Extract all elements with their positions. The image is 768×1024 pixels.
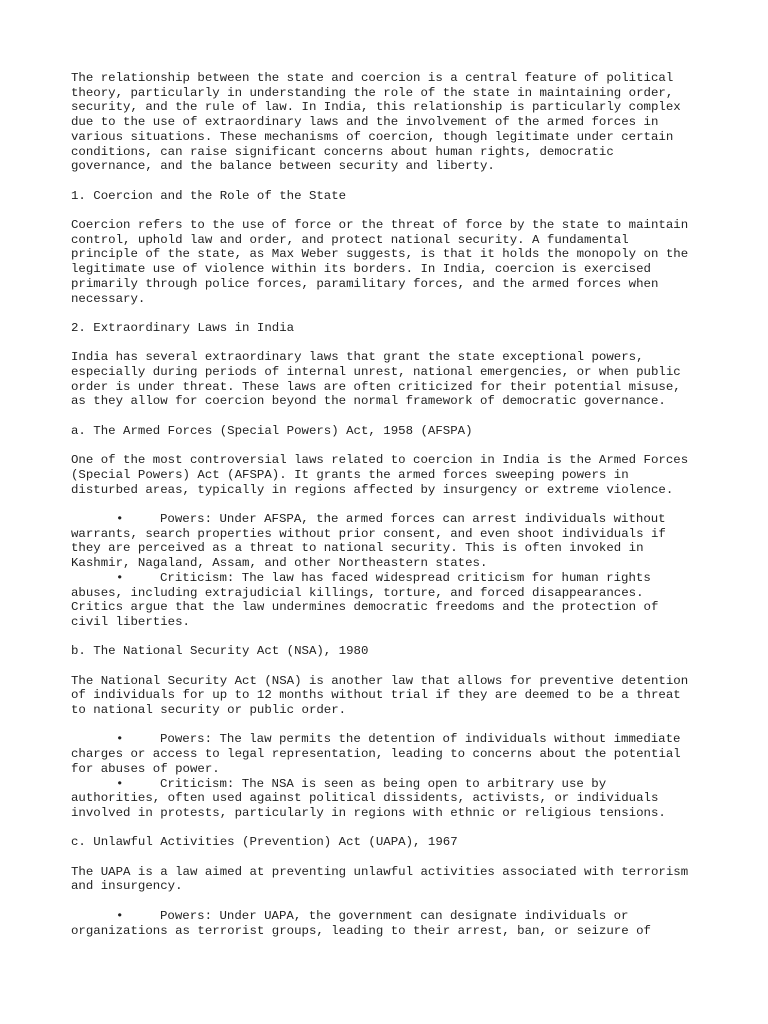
bullet-icon: •	[116, 732, 124, 747]
nsa-heading: b. The National Security Act (NSA), 1980	[71, 644, 369, 659]
afspa-powers-text: Powers: Under AFSPA, the armed forces can arrest individuals without warrants, search properties without prior consent, and even shoot individuals if they are perceived as a threat to national security. This is often invoked in Kashmir, Nagaland, Assam, and other Northeastern states.	[71, 511, 666, 571]
section-2-heading: 2. Extraordinary Laws in India	[71, 320, 295, 335]
list-item	[71, 512, 711, 571]
afspa-bullet-list	[71, 512, 711, 630]
bullet-icon: •	[116, 511, 124, 526]
nsa-criticism-text: Criticism: The NSA is seen as being open to arbitrary use by authorities, often used against political dissidents, activists, or individuals involved in protests, particularly in regions with ethnic or religious tensions.	[71, 776, 666, 820]
list-item	[71, 571, 711, 630]
afspa-criticism-text: Criticism: The law has faced widespread criticism for human rights abuses, including extrajudicial killings, torture, and forced disappearances. Critics argue that the law undermines democratic freedoms and the protection of civil liberties.	[71, 570, 659, 629]
nsa-paragraph: The National Security Act (NSA) is another law that allows for preventive detention of individuals for up to 12 months without trial if they are deemed to be a threat to national security or public order.	[71, 673, 689, 718]
bullet-icon: •	[116, 570, 124, 585]
section-1-paragraph: Coercion refers to the use of force or the threat of force by the state to maintain control, uphold law and order, and protect national security. A fundamental principle of the state, as Max Weber suggests, is that it holds the monopoly on the legitimate use of violence within its borders. In India, coercion is exercised primarily through police forces, paramilitary forces, and the armed forces when necessary.	[71, 218, 689, 306]
uapa-bullet-list	[71, 909, 711, 938]
section-2-paragraph: India has several extraordinary laws that grant the state exceptional powers, especially during periods of internal unrest, national emergencies, or when public order is under threat. These laws are often criticized for their potential misuse, as they allow for coercion beyond the normal framework of democratic governance.	[71, 350, 681, 409]
bullet-icon: •	[116, 908, 124, 923]
uapa-paragraph: The UAPA is a law aimed at preventing unlawful activities associated with terrorism and insurgency.	[71, 864, 689, 894]
intro-paragraph: The relationship between the state and coercion is a central feature of political theory, particularly in understanding the role of the state in maintaining order, security, and the rule of law. In India, this relationship is particularly complex due to the use of extraordinary laws and the involvement of the armed forces in various situations. These mechanisms of coercion, though legitimate under certain conditions, can raise significant concerns about human rights, democratic governance, and the balance between security and liberty.	[71, 71, 681, 174]
list-item	[71, 777, 711, 821]
list-item	[71, 909, 711, 938]
list-item	[71, 732, 711, 776]
afspa-paragraph: One of the most controversial laws related to coercion in India is the Armed Forces (Special Powers) Act (AFSPA). It grants the armed forces sweeping powers in disturbed areas, typically in regions affected by insurgency or extreme violence.	[71, 453, 689, 497]
document-body	[71, 71, 711, 953]
bullet-icon: •	[116, 776, 124, 791]
section-1-heading: 1. Coercion and the Role of the State	[71, 188, 347, 203]
nsa-powers-text: Powers: The law permits the detention of individuals without immediate charges or access to legal representation, leading to concerns about the potential for abuses of power.	[71, 732, 681, 776]
nsa-bullet-list	[71, 732, 711, 820]
uapa-powers-text: Powers: Under UAPA, the government can designate individuals or organizations as terrorist groups, leading to their arrest, ban, or seizure of	[71, 908, 651, 938]
afspa-heading: a. The Armed Forces (Special Powers) Act, 1958 (AFSPA)	[71, 423, 473, 438]
uapa-heading: c. Unlawful Activities (Prevention) Act (UAPA), 1967	[71, 835, 458, 850]
